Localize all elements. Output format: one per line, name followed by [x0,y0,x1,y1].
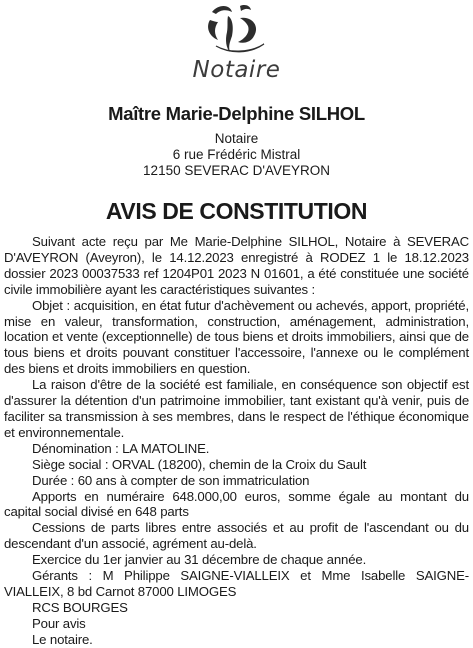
notary-name: Maître Marie-Delphine SILHOL [108,103,365,124]
paragraph-raison-etre: La raison d'être de la société est familiale, en conséquence son objectif est d'assurer la détention d'un patrimoine immobilier, tant existant qu'à venir, puis de faciliter sa transmission à ses membres, dans le respect de l'éthique économique et environnementale. [4,377,469,440]
paragraph-siege: Siège social : ORVAL (18200), chemin de la Croix du Sault [32,456,367,472]
paragraph-rcs: RCS BOURGES [32,599,128,615]
paragraph-denomination: Dénomination : LA MATOLINE. [32,440,210,456]
notice-title: AVIS DE CONSTITUTION [105,198,368,224]
notaire-logo [0,2,473,88]
notice-body [4,234,469,648]
paragraph-signature: Le notaire. [32,631,93,647]
logo-wordmark: Notaire [192,57,281,83]
paragraph-pour-avis: Pour avis [32,615,86,631]
paragraph-cessions: Cessions de parts libres entre associés et au profit de l'ascendant ou du descendant d'un associé, agrément au-delà. [4,520,469,552]
paragraph-duree: Durée : 60 ans à compter de son immatriculation [32,472,310,488]
paragraph-exercice: Exercice du 1er janvier au 31 décembre de chaque année. [32,552,367,568]
address-line: Notaire [214,131,259,146]
paragraph-intro: Suivant acte reçu par Me Marie-Delphine SILHOL, Notaire à SEVERAC D'AVEYRON (Aveyron), le 14.12.2023 enregistré à RODEZ 1 le 18.12.2023 dossier 2023 00037533 ref 1204P01 2023 N 01601, a été constituée une société civile immobilière ayant les caractéristiques suivantes : [4,234,469,297]
address-line: 12150 SEVERAC D'AVEYRON [143,163,330,178]
notaire-seal-icon [196,2,276,58]
address-line: 6 rue Frédéric Mistral [172,147,301,162]
notary-address [0,131,473,179]
paragraph-objet: Objet : acquisition, en état futur d'achèvement ou achevés, apport, propriété, mise en valeur, transformation, construction, aménagement, administration, location et vente (exceptionnelle) de tous biens et droits immobiliers, ainsi que de tous biens et droits pouvant constituer l'accessoire, l'annexe ou le complément des biens et droits immobiliers en question. [4,297,469,377]
paragraph-gerants: Gérants : M Philippe SAIGNE-VIALLEIX et Mme Isabelle SAIGNE-VIALLEIX, 8 bd Carnot 87000 LIMOGES [4,568,469,599]
paragraph-apports: Apports en numéraire 648.000,00 euros, somme égale au montant du capital social divisé en 648 parts [4,488,469,520]
